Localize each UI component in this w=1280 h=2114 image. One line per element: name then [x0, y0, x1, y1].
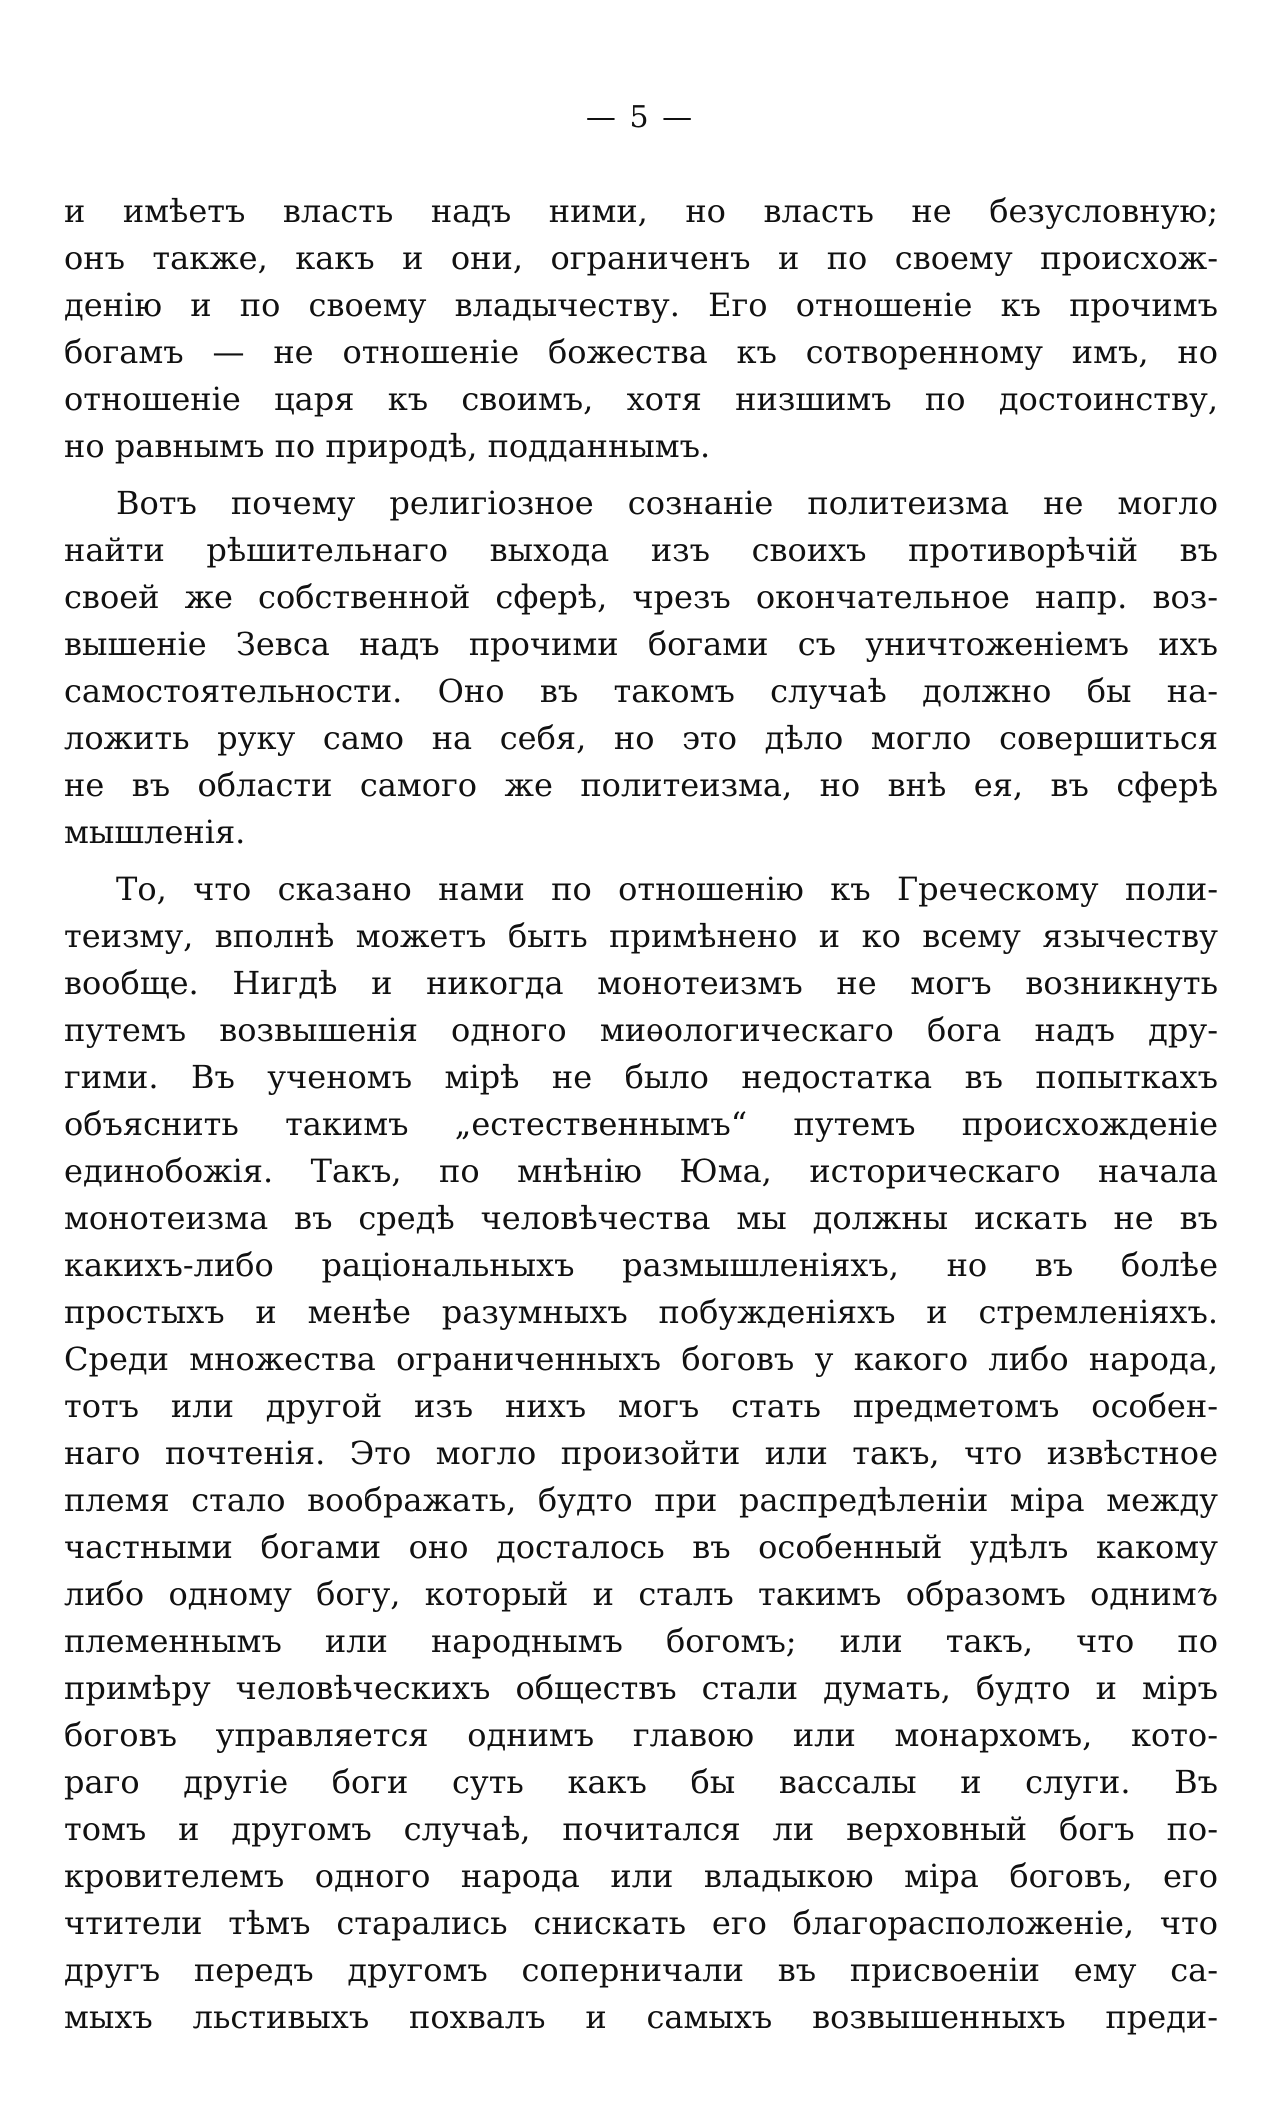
text-line: вышеніе Зевса надъ прочими богами съ уничтоженіемъ ихъ [64, 625, 1218, 663]
italic-suffix: ъ [1196, 1575, 1218, 1613]
text-line: примѣру человѣческихъ обществъ стали думать, будто и міръ [64, 1669, 1218, 1707]
text-line: племя стало воображать, будто при распредѣленіи міра между [64, 1481, 1218, 1519]
text-line: гими. Въ ученомъ мірѣ не было недостатка въ попыткахъ [64, 1058, 1218, 1096]
text-line: боговъ управляется однимъ главою или монархомъ, кото- [64, 1716, 1218, 1754]
text-line: чтители тѣмъ старались снискать его благорасположеніе, что [64, 1904, 1218, 1942]
text-line: простыхъ и менѣе разумныхъ побужденіяхъ и стремленіяхъ. [64, 1293, 1218, 1331]
text-line: Вотъ почему религіозное сознаніе политеизма не могло [116, 484, 1218, 522]
body-text [64, 188, 1218, 2041]
text-line: самостоятельности. Оно въ такомъ случаѣ должно бы на- [64, 672, 1218, 710]
text-line: найти рѣшительнаго выхода изъ своихъ противорѣчій въ [64, 531, 1218, 569]
text-line: племеннымъ или народнымъ богомъ; или такъ, что по [64, 1622, 1218, 1660]
text-line: кровителемъ одного народа или владыкою міра боговъ, его [64, 1857, 1218, 1895]
text-segment: либо одному богу, который и сталъ такимъ образомъ одним [64, 1575, 1197, 1613]
text-line: отношеніе царя къ своимъ, хотя низшимъ по достоинству, [64, 380, 1218, 418]
text-line: объяснить такимъ „естественнымъ“ путемъ происхожденіе [64, 1105, 1218, 1143]
text-line: но равнымъ по природѣ, подданнымъ. [64, 427, 711, 465]
paragraph-3 [64, 866, 1218, 2041]
text-line: томъ и другомъ случаѣ, почитался ли верховный богъ по- [64, 1810, 1218, 1848]
text-line: То, что сказано нами по отношенію къ Греческому поли- [116, 870, 1218, 908]
text-line: не въ области самого же политеизма, но внѣ ея, въ сферѣ [64, 766, 1218, 804]
text-line: частными богами оно досталось въ особенный удѣлъ какому [64, 1528, 1218, 1566]
paragraph-2 [64, 480, 1218, 856]
text-line: ложить руку само на себя, но это дѣло могло совершиться [64, 719, 1218, 757]
text-line: теизму, вполнѣ можетъ быть примѣнено и ко всему язычеству [64, 917, 1218, 955]
text-line: мышленія. [64, 813, 246, 851]
text-line: своей же собственной сферѣ, чрезъ окончательное напр. воз- [64, 578, 1218, 616]
text-line: богамъ — не отношеніе божества къ сотворенному имъ, но [64, 333, 1218, 371]
text-line: путемъ возвышенія одного миѳологическаго бога надъ дру- [64, 1011, 1218, 1049]
text-line: какихъ-либо раціональныхъ размышленіяхъ, но въ болѣе [64, 1246, 1218, 1284]
text-line: Среди множества ограниченныхъ боговъ у какого либо народа, [64, 1340, 1218, 1378]
text-line: единобожія. Такъ, по мнѣнію Юма, историческаго начала [64, 1152, 1218, 1190]
text-line: онъ также, какъ и они, ограниченъ и по своему происхож- [64, 239, 1218, 277]
text-line: другъ передъ другомъ соперничали въ присвоеніи ему са- [64, 1951, 1218, 1989]
text-line: и имѣетъ власть надъ ними, но власть не безусловную; [64, 192, 1218, 230]
text-line: тотъ или другой изъ нихъ могъ стать предметомъ особен- [64, 1387, 1218, 1425]
text-line: наго почтенія. Это могло произойти или такъ, что извѣстное [64, 1434, 1218, 1472]
text-line: вообще. Нигдѣ и никогда монотеизмъ не могъ возникнуть [64, 964, 1218, 1002]
text-line-with-italic [64, 1571, 1218, 1618]
paragraph-1 [64, 188, 1218, 470]
text-line: мыхъ льстивыхъ похвалъ и самыхъ возвышенныхъ преди- [64, 1998, 1218, 2036]
text-line: денію и по своему владычеству. Его отношеніе къ прочимъ [64, 286, 1218, 324]
text-line: раго другіе боги суть какъ бы вассалы и слуги. Въ [64, 1763, 1218, 1801]
page-number: — 5 — [585, 100, 695, 135]
text-line: монотеизма въ средѣ человѣчества мы должны искать не въ [64, 1199, 1218, 1237]
